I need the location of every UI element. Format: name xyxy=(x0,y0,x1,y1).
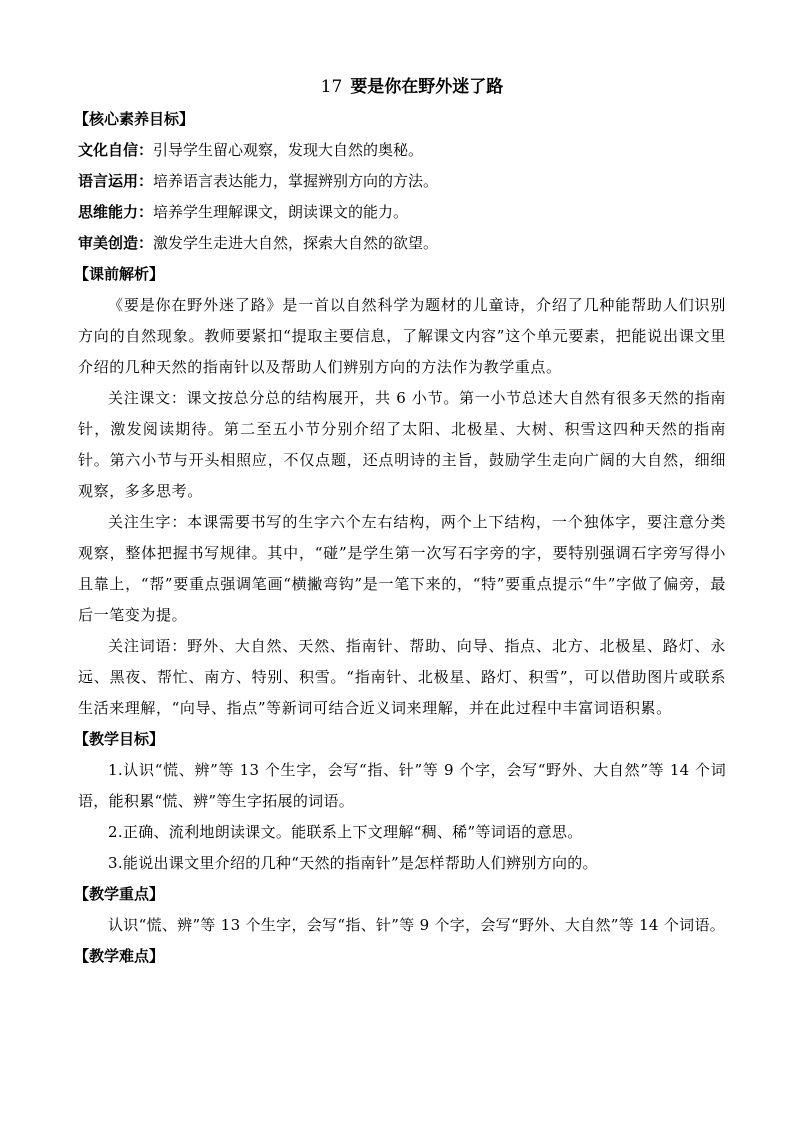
core-goal-label: 思维能力： xyxy=(78,203,154,221)
section-heading-pre-analysis: 【课前解析】 xyxy=(74,265,165,283)
core-goal-thinking xyxy=(78,197,726,228)
teaching-key-text: 认识“慌、辨”等 13 个生字，会写“指、针”等 9 个字，会写“野外、大自然”等 14 个词语。 xyxy=(108,916,726,934)
pre-analysis-character-focus: 关注生字：本课需要书写的生字六个左右结构，两个上下结构，一个独体字，要注意分类观察，整体把握书写规律。其中，“碰”是学生第一次写石字旁的字，要特别强调石字旁写得小且靠上，“帮”要重点强调笔画“横撇弯钩”是一笔下来的，“特”要重点提示“牛”字做了偏旁，最后一笔变为提。 xyxy=(78,513,726,624)
core-goal-culture xyxy=(78,135,726,166)
teaching-goal-1: 1.认识“慌、辨”等 13 个生字，会写“指、针”等 9 个字，会写“野外、大自然”等 14 个词语，能积累“慌、辨”等生字拓展的词语。 xyxy=(78,761,726,810)
teaching-goal-2: 2.正确、流利地朗读课文。能联系上下文理解“稠、稀”等词语的意思。 xyxy=(108,823,583,841)
teaching-goal-3: 3.能说出课文里介绍的几种“天然的指南针”是怎样帮助人们辨别方向的。 xyxy=(108,854,598,872)
core-goal-label: 语言运用： xyxy=(78,172,154,190)
section-heading-core-goals: 【核心素养目标】 xyxy=(74,110,195,128)
core-goal-text: 培养学生理解课文，朗读课文的能力。 xyxy=(153,203,409,221)
pre-analysis-vocabulary-focus: 关注词语：野外、大自然、天然、指南针、帮助、向导、指点、北方、北极星、路灯、永远、黑夜、帮忙、南方、特别、积雪。“指南针、北极星、路灯、积雪”，可以借助图片或联系生活来理解，“向导、指点”等新词可结合近义词来理解，并在此过程中丰富词语积累。 xyxy=(78,637,726,717)
core-goal-label: 文化自信： xyxy=(78,141,154,159)
lesson-title xyxy=(78,72,726,102)
core-goal-text: 引导学生留心观察，发现大自然的奥秘。 xyxy=(153,141,424,159)
section-heading-teaching-key: 【教学重点】 xyxy=(74,885,165,903)
core-goal-text: 培养语言表达能力，掌握辨别方向的方法。 xyxy=(153,172,439,190)
section-heading-teaching-difficulty: 【教学难点】 xyxy=(74,947,165,965)
lesson-title-text: 要是你在野外迷了路 xyxy=(350,77,504,97)
core-goal-language xyxy=(78,166,726,197)
core-goal-label: 审美创造： xyxy=(78,234,154,252)
core-goal-aesthetic xyxy=(78,228,726,259)
section-heading-teaching-goals: 【教学目标】 xyxy=(74,730,165,748)
pre-analysis-intro: 《要是你在野外迷了路》是一首以自然科学为题材的儿童诗，介绍了几种能帮助人们识别方向的自然现象。教师要紧扣“提取主要信息，了解课文内容”这个单元要素，把能说出课文里介绍的几种天然的指南针以及帮助人们辨别方向的方法作为教学重点。 xyxy=(78,296,726,376)
pre-analysis-text-focus: 关注课文：课文按总分总的结构展开，共 6 小节。第一小节总述大自然有很多天然的指南针，激发阅读期待。第二至五小节分别介绍了太阳、北极星、大树、积雪这四种天然的指南针。第六小节与开头相照应，不仅点题，还点明诗的主旨，鼓励学生走向广阔的大自然，细细观察，多多思考。 xyxy=(78,389,726,500)
lesson-number: 17 xyxy=(320,77,343,97)
core-goal-text: 激发学生走进大自然，探索大自然的欲望。 xyxy=(153,234,439,252)
document-page xyxy=(74,72,726,972)
